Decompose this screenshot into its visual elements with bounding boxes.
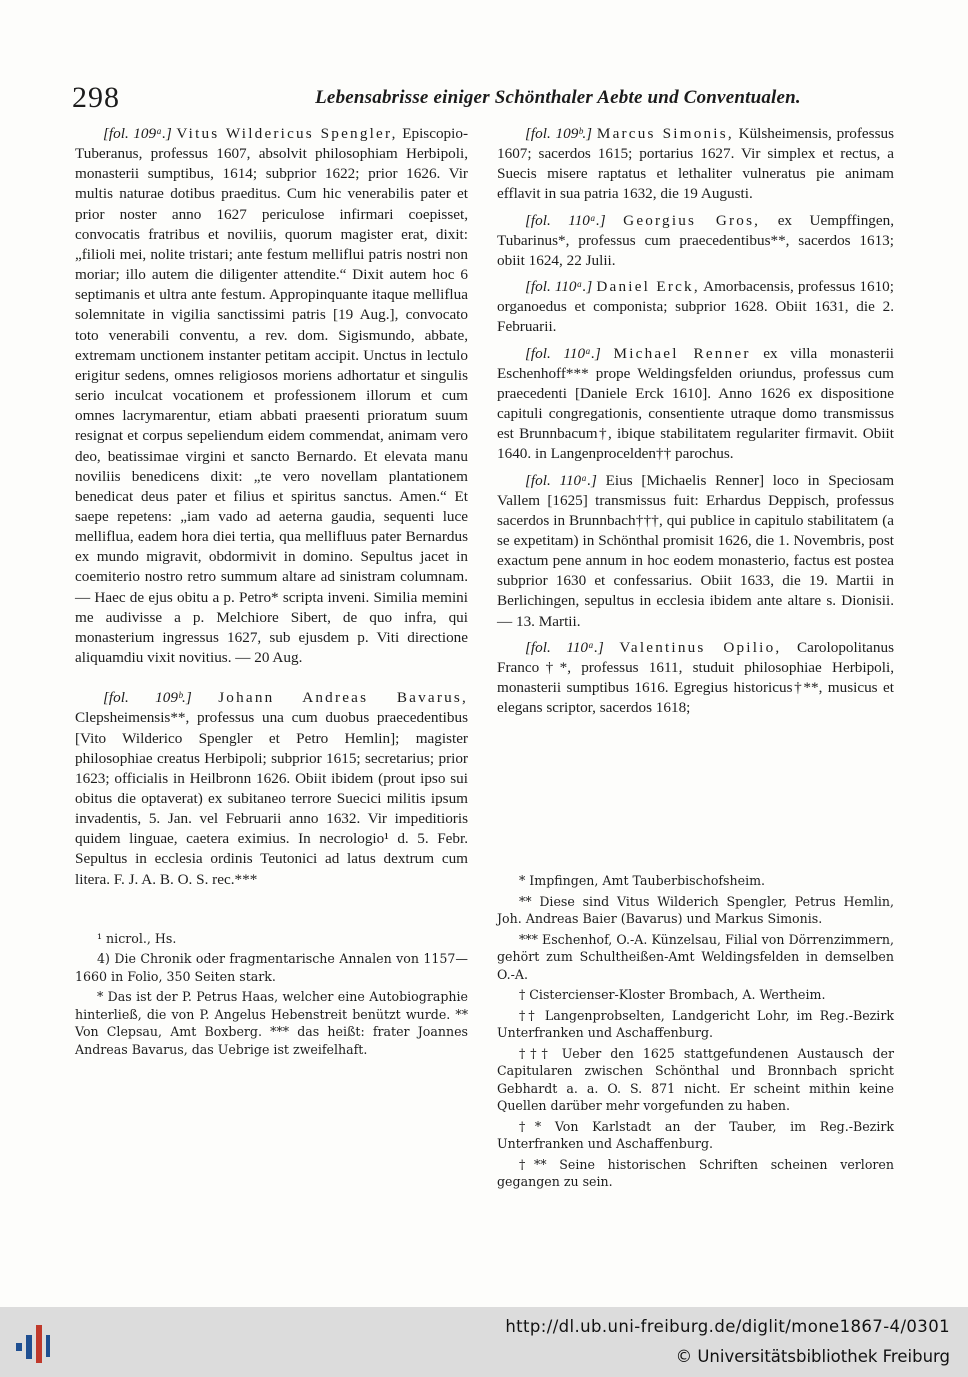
page-header — [72, 80, 904, 116]
person-name: Marcus Simonis, — [596, 125, 734, 142]
entry-text: Eius [Michaelis Renner] loco in Speciosam Vallem [1625] transmissus fuit: Erhardus Deppisch, professus sacerdos in Brunnbach†††, qui publice in capitulo stabilitatem (a se expetitam) in Schönthal promisit 1626, die 1. Novembris, post exactum pene annum in hoc eodem monasterio, factus est postea subprior 1630 et confessarius. Obiit 1633, die 19. Martii in Berlichingen, sepultus in ecclesia ibidem ante altare s. Dionisii. — 13. Martii. — [497, 471, 895, 630]
library-logo-icon — [16, 1321, 50, 1363]
entry-text: Carolopolitanus Franco†*, professus 1611, studuit philosophiae Herbipoli, monasterii sumptibus 1616. Egregius historicus†**, musicus et elegans scriptor, sacerdos 1618; — [497, 638, 895, 717]
entry-johann-bavarus — [75, 688, 468, 890]
footnote: †† Langenprobselten, Landgericht Lohr, im Reg.-Bezirk Unterfranken und Aschaffenburg. — [497, 1007, 894, 1040]
entry-michael-renner — [497, 344, 894, 465]
footnote: 4) Die Chronik oder fragmentarische Annalen von 1157—1660 in Folio, 350 Seiten stark. — [75, 951, 468, 984]
permalink-url[interactable]: http://dl.ub.uni-freiburg.de/diglit/mone1867-4/0301 — [505, 1317, 950, 1336]
right-column — [497, 124, 895, 1189]
footnote: ¹ nicrol., Hs. — [97, 930, 177, 946]
entry-daniel-erck — [497, 277, 894, 337]
entry-valentinus-opilio — [497, 638, 894, 719]
entry-marcus-simonis — [497, 124, 894, 205]
footnote: †** Seine historischen Schriften scheinen verloren gegangen zu sein. — [497, 1156, 894, 1189]
footnote: † Cistercienser-Kloster Brombach, A. Wertheim. — [519, 987, 826, 1002]
entry-text: ex villa monasterii Eschenhoff*** prope Weldingsfelden oriundus, professus cum praecedenti [Daniele Erck 1610]. Anno 1626 ex dispositione capituli congregationis, consentiente utraque domo transmissus est Brunnbacum†, ibique stabilitatem regulariter firmavit. Obiit 1640. in Langenprocelden†† parochus. — [497, 344, 895, 463]
left-column — [75, 124, 468, 1058]
person-name: Vitus Wildericus Spengler, — [176, 125, 398, 142]
folio-reference: [fol. 109ᵇ.] — [525, 125, 593, 142]
entry-georgius-gros — [497, 211, 894, 271]
footnote: ** Diese sind Vitus Wilderich Spengler, Petrus Hemlin, Joh. Andreas Baier (Bavarus) und Markus Simonis. — [497, 893, 894, 926]
folio-reference: [fol. 110ᵃ.] — [525, 344, 601, 362]
folio-reference: [fol. 110ᵃ.] — [525, 278, 593, 296]
running-title: Lebensabrisse einiger Schönthaler Aebte und Conventualen. — [315, 87, 801, 108]
person-name: Michael Renner — [613, 344, 751, 362]
entry-erhardus-deppisch — [497, 471, 894, 632]
entry-text: Amorbacensis, professus 1610; organoedus et componista; subprior 1628. Obiit 1631, die 2. Februarii. — [497, 278, 894, 336]
left-footnotes — [75, 930, 468, 1059]
person-name: Valentinus Opilio, — [619, 638, 782, 656]
entry-vitus-spengler — [75, 124, 468, 668]
entry-text: Episcopio-Tuberanus, professus 1607, absolvit philosophiam Herbipoli, monasterii sumptibus, 1614; subprior 1622; prior 1626. Vir multis naturae dotibus praeditus. Cum hic venerabilis pater et prior noster anno 1627 periculose infirmari coepisset, convocatis fratribus et noviliis, quorum magister erat, dixit: „filioli mei, nolite tristari; ante festum melliflui patris nostri non moriar; illo autem die diligenter attendite.“ Dixit autem hoc 6 septimanis et ultra ante festum. Appropinquante itaque melliflua solemnitate in vigilia sanctissimi patris [19 Aug.], convocato toto venerabili conventu, a rev. dom. Sigismundo, abbate, extremam unctionem instanter petitam accipit. Unctus in lectulo erigitur sedens, omnes religiosos moriens adhortatur et singulis serio inculcat vocationem et professionem illorum et cum omnes lacrymarentur, etiam abbati praesenti prioratum suum resignat et corpus sepeliendum eidem commendat, animam vero deo, beatissimae virgini et sancto Bernardo. Et elevata manu noviliis benedicens dixit: „te vero novellam plantationem benedicat deus pater et filius et spiritus sanctus. Amen.“ Et saepe repetens: „iam vado ad aeterna gaudia, sequenti luce melliflua, eadem hora diei tertia, qua mellifluus pater Bernardus ex mundo migravit, obdormivit in domino. Sepultus jacet in coemiterio nostro retro summum altare ad sinistram columnam. — Haec de ejus obitu a p. Petro* scripta inveni. Similia memini me audivisse a p. Melchiore Sibert, de quo infra, qui monasterium ingressus 1627, sub ejusdem p. Viti directione aliquamdiu vixit novitius. — 20 Aug. — [75, 125, 469, 667]
copyright-notice: © Universitätsbibliothek Freiburg — [675, 1347, 950, 1366]
entry-text: ex Uempffingen, Tubarinus*, professus cum praecedentibus**, sacerdos 1613; obiit 1624, 22 Julii. — [497, 211, 895, 269]
footnote: * Das ist der P. Petrus Haas, welcher eine Autobiographie hinterließ, die von P. Angelus Hebenstreit benützt wurde. ** Von Clepsau, Amt Boxberg. *** das heißt: frater Joannes Andreas Bavarus, das Uebrige ist zweifelhaft. — [75, 989, 468, 1057]
person-name: Johann Andreas Bavarus, — [218, 689, 468, 707]
person-name: Daniel Erck, — [596, 278, 700, 296]
folio-reference: [fol. 109ᵃ.] — [103, 125, 172, 142]
library-footer-bar — [0, 1307, 968, 1377]
folio-reference: [fol. 110ᵃ.] — [525, 638, 604, 656]
page-number: 298 — [72, 81, 120, 114]
right-footnotes — [497, 872, 894, 1191]
folio-reference: [fol. 109ᵇ.] — [103, 689, 192, 707]
footnote: *** Eschenhof, O.-A. Künzelsau, Filial von Dörrenzimmern, gehört zum Schultheißen-Amt Weldingsfelden in demselben O.-A. — [497, 931, 894, 982]
entry-text: Clepsheimensis**, professus una cum duobus praecedentibus [Vito Wilderico Spengler et Petro Hemlin]; magister philosophiae creatus Herbipoli; subprior 1615; secretarius; prior 1623; officialis in Heilbronn 1626. Obiit ibidem (prout ipso sui obitus die optaverat) ex subitaneo terrore Suecici militis ipsum invadentis, 5. Jan. vel Februarii anno 1632. Vir impeditioris quidem linguae, caetera eximius. In necrologio¹ d. 5. Febr. Sepultus in ecclesia ordinis Teutonici ad latus dextrum cum litera. F. J. A. B. O. S. rec.*** — [75, 709, 468, 888]
folio-reference: [fol. 110ᵃ.] — [525, 471, 597, 489]
footnote: * Impfingen, Amt Tauberbischofsheim. — [519, 873, 766, 888]
footnote: †* Von Karlstadt an der Tauber, im Reg.-Bezirk Unterfranken und Aschaffenburg. — [497, 1118, 894, 1151]
entry-text: Külsheimensis, professus 1607; sacerdos 1615; portarius 1627. Vir simplex et rectus, a Suecis misere raptatus et lethaliter vulneratus pie animam efflavit in sua patria 1632, die 19 Augusti. — [497, 125, 894, 203]
folio-reference: [fol. 110ᵃ.] — [525, 211, 606, 229]
footnote: ††† Ueber den 1625 stattgefundenen Austausch der Capitularen zwischen Schönthal und Bronnbach spricht Gebhardt a. a. O. S. 871 nicht. Er scheint mithin keine Quellen darüber mehr vorgefunden zu haben. — [497, 1045, 894, 1113]
person-name: Georgius Gros, — [623, 211, 761, 229]
